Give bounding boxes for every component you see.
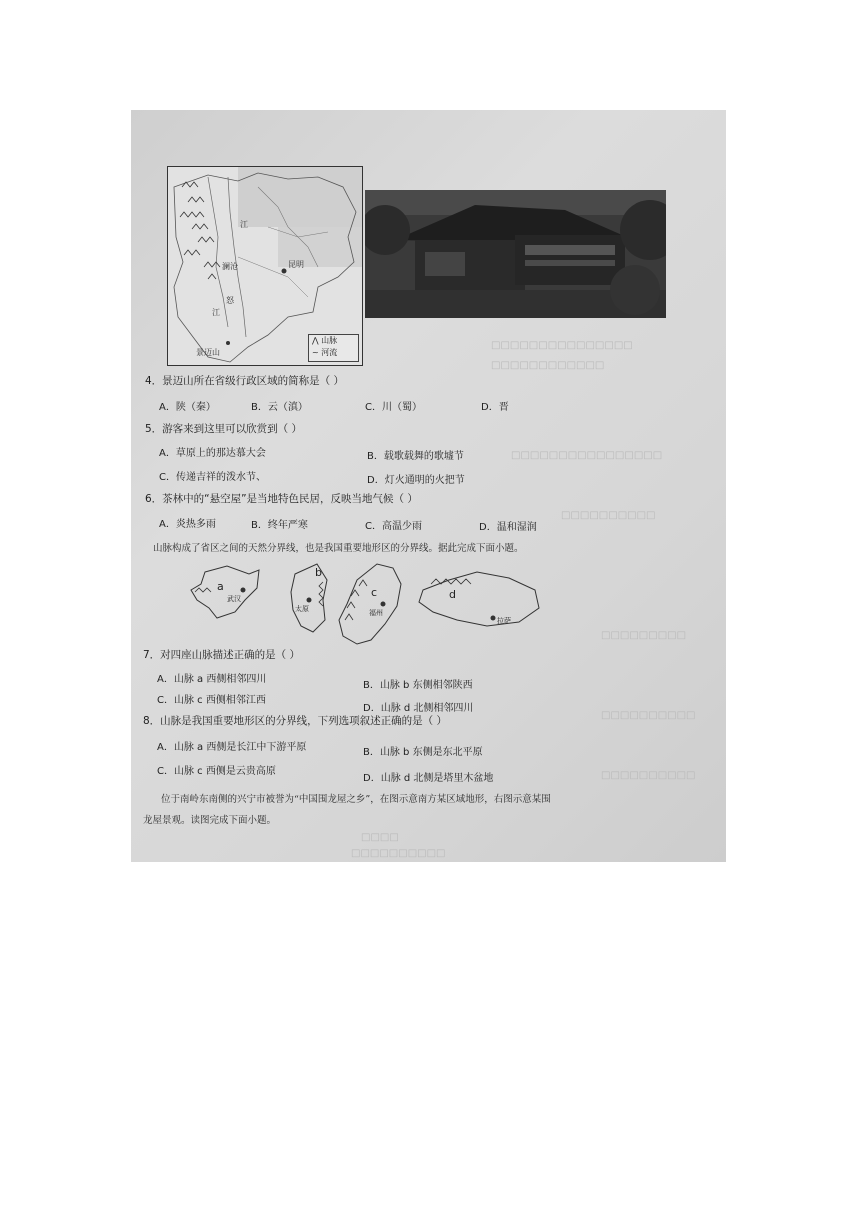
question-5: 5．游客来到这里可以欣赏到（ ） [145, 423, 303, 435]
wuhan-label: 武汉 [227, 595, 241, 603]
legend-river: ~ 河流 [312, 348, 338, 357]
bleed-text: □□□□□□□□□□□□ [491, 360, 605, 371]
question-7: 7．对四座山脉描述正确的是（ ） [143, 649, 301, 661]
q8-option-b[interactable]: B．山脉 b 东侧是东北平原 [363, 747, 483, 758]
q6-option-d[interactable]: D．温和湿润 [479, 522, 537, 533]
mountain-label-a: a [217, 580, 224, 593]
mountain-label-d: d [449, 588, 456, 601]
q5-option-b[interactable]: B．载歌载舞的歌墟节 [367, 451, 464, 462]
q7-option-c[interactable]: C．山脉 c 西侧相邻江西 [157, 695, 266, 706]
q7-option-a[interactable]: A．山脉 a 西侧相邻四川 [157, 674, 267, 685]
lancang-label: 澜沧 [222, 262, 238, 271]
q6-option-b[interactable]: B．终年严寒 [251, 520, 308, 531]
question-4: 4．景迈山所在省级行政区域的简称是（ ） [145, 375, 345, 387]
q5-option-a[interactable]: A．草原上的那达慕大会 [159, 448, 266, 459]
bleed-text: □□□□□□□□□□ [601, 770, 696, 781]
fuzhou-label: 福州 [369, 609, 383, 617]
bleed-text: □□□□□□□□□□ [601, 710, 696, 721]
mountain-label-b: b [315, 566, 322, 579]
bleed-text: □□□□□□□□□□□□□□□ [491, 340, 633, 351]
q8-option-a[interactable]: A．山脉 a 西侧是长江中下游平原 [157, 742, 307, 753]
q5-option-c[interactable]: C．传递吉祥的泼水节、 [159, 472, 266, 483]
jiang-label: 江 [240, 220, 248, 229]
jingmai-label: 景迈山 [196, 348, 220, 357]
q8-option-d[interactable]: D．山脉 d 北侧是塔里木盆地 [363, 773, 494, 784]
kunming-label: 昆明 [288, 260, 304, 269]
q4-option-b[interactable]: B．云（滇） [251, 402, 308, 413]
question-8: 8．山脉是我国重要地形区的分界线，下列选项叙述正确的是（ ） [143, 715, 448, 727]
bleed-text: □□□□□□□□□□ [561, 510, 656, 521]
bleed-text: □□□□□□□□□ [601, 630, 687, 641]
nu-label: 怒 [226, 296, 234, 305]
taiyuan-label: 太原 [295, 605, 309, 613]
q4-option-d[interactable]: D．晋 [481, 402, 509, 413]
q6-option-a[interactable]: A．炎热多雨 [159, 519, 216, 530]
q6-option-c[interactable]: C．高温少雨 [365, 521, 422, 532]
q7-option-d[interactable]: D．山脉 d 北侧相邻四川 [363, 703, 474, 714]
q8-option-c[interactable]: C．山脉 c 西侧是云贵高原 [157, 766, 276, 777]
mountain-province-maps [187, 560, 547, 660]
question-6: 6．茶林中的“悬空屋”是当地特色民居，反映当地气候（ ） [145, 493, 418, 505]
map-legend [308, 334, 359, 362]
q5-option-d[interactable]: D．灯火通明的火把节 [367, 475, 465, 486]
scanned-page [131, 110, 726, 862]
bleed-text: □□□□ [361, 832, 399, 843]
mountain-intro: 山脉构成了省区之间的天然分界线，也是我国重要地形区的分界线。据此完成下面小题。 [153, 543, 524, 554]
jiang2-label: 江 [212, 308, 220, 317]
weilong-intro-line2: 龙屋景观。读图完成下面小题。 [143, 815, 277, 826]
q4-option-a[interactable]: A．陕（秦） [159, 402, 216, 413]
bleed-text: □□□□□□□□□□□□□□□□ [511, 450, 663, 461]
weilong-intro-line1: 位于南岭东南侧的兴宁市被誉为“中国围龙屋之乡”，在图示意南方某区域地形，右图示意某围 [161, 794, 551, 805]
mountain-label-c: c [371, 586, 378, 599]
province-outlines [187, 560, 547, 660]
legend-mountain: ⋀ 山脉 [312, 336, 338, 345]
bleed-text: □□□□□□□□□□ [351, 848, 446, 859]
tea-forest-stilt-house-photo [365, 190, 666, 318]
yunnan-map [167, 166, 363, 366]
lasa-label: 拉萨 [497, 617, 511, 625]
q7-option-b[interactable]: B．山脉 b 东侧相邻陕西 [363, 680, 473, 691]
q4-option-c[interactable]: C．川（蜀） [365, 402, 422, 413]
photo-drawing [365, 190, 666, 318]
